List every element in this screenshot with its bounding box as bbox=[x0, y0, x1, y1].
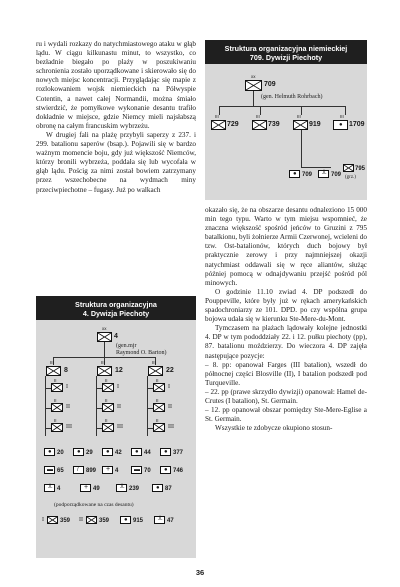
regiment-symbol bbox=[46, 366, 61, 376]
unit-symbol bbox=[154, 516, 165, 524]
chart-title bbox=[36, 296, 196, 322]
chart-title-line: Struktura organizacyjna niemieckiej bbox=[224, 44, 348, 53]
battalion-symbol bbox=[102, 383, 114, 392]
battalion-symbol bbox=[51, 403, 63, 412]
unit-prefix: I bbox=[42, 517, 44, 523]
right-text-column bbox=[205, 206, 367, 433]
dot-icon: ● bbox=[135, 449, 139, 455]
support-row bbox=[44, 464, 194, 478]
dot-icon: ● bbox=[106, 449, 110, 455]
echelon-mark: II bbox=[156, 378, 159, 383]
list-item: – 22. pp (prawe skrzydło dywizji) opanował: Hamel de-Crutes (I batalion), St. Germain. bbox=[205, 387, 367, 405]
paragraph: O godzinie 11.10 zwiad 4. DP podszedł do Pouppeville, które były już w rękach amerykańskich spadochroniarzy ze 101. DPD. po czy wspólna grupa bojowa udała się w kierunku Ste-Mere-du-Mont. bbox=[205, 287, 367, 324]
echelon-mark: II bbox=[156, 418, 159, 423]
division-number: 4 bbox=[114, 333, 118, 340]
unit-number: 49 bbox=[93, 486, 100, 492]
paragraph: ru i wydali rozkazy do natychmiastowego ataku w głąb lądu. W ciągu kilkunastu minut, to wszystko, co bezładnie biegało po plaży w poszukiwaniu schronienia zostało uporządkowane i skierowało się do nowych miejsc koncentracji. Przyglądając się mapie z rozlokowaniem wojsk niemieckich na Półwyspie Cotentin, a nawet całej Normandii, można śmiało stwierdzić, że pomyłkowe wykonanie desantu trafiło dokładnie w miejsce, gdzie Niemcy mieli najsłabszą obronę na całym francuskim wybrzeżu. bbox=[36, 40, 196, 130]
echelon-mark: II bbox=[156, 398, 159, 403]
commander-label: Raymond O. Barton) bbox=[116, 350, 167, 356]
battalion-symbol bbox=[102, 423, 114, 432]
echelon-mark: II bbox=[54, 418, 57, 423]
battalion-symbol bbox=[153, 383, 165, 392]
echelon-mark: II bbox=[105, 398, 108, 403]
unit-number: 47 bbox=[167, 518, 174, 524]
german-division-chart bbox=[205, 40, 367, 200]
tool-icon: ╨ bbox=[120, 485, 125, 491]
battalion-symbol bbox=[51, 383, 63, 392]
unit-symbol bbox=[160, 448, 171, 456]
unit-number: 65 bbox=[57, 468, 64, 474]
echelon-mark: II bbox=[54, 398, 57, 403]
unit-symbol bbox=[102, 466, 113, 474]
dot-icon: ● bbox=[339, 122, 343, 128]
dot-icon: ● bbox=[156, 485, 160, 491]
commander-label: (gen.mjr bbox=[116, 343, 137, 349]
battalion-label: II bbox=[66, 404, 70, 410]
commander-label: (gen. Helmuth Rohrbach) bbox=[261, 94, 323, 100]
connector bbox=[96, 376, 97, 436]
connector bbox=[45, 376, 46, 436]
unit-number: 87 bbox=[165, 486, 172, 492]
dot-icon: ● bbox=[164, 467, 168, 473]
unit-number: 42 bbox=[115, 450, 122, 456]
battalion-symbol bbox=[102, 403, 114, 412]
paragraph: Tymczasem na plażach lądowały kolejne jednostki 4. DP w tym pododdziały 22. i 12. pułku piechoty (pp), 87. batalionu moździerzy. Do wieczora 4. DP zajęła następujące pozycje: bbox=[205, 324, 367, 360]
support-row bbox=[42, 514, 192, 528]
unit-symbol bbox=[116, 484, 127, 492]
unit-symbol bbox=[120, 516, 131, 524]
unit-number: 4 bbox=[57, 486, 61, 492]
connector bbox=[301, 130, 302, 168]
unit-symbol bbox=[102, 448, 113, 456]
unit-number: 44 bbox=[144, 450, 151, 456]
echelon-mark: III bbox=[50, 360, 54, 365]
paragraph: okazało się, że na obszarze desantu odnaleziono 15 000 min tego typu. Warto w tym miejsu wspomnieć, że znaczna większość spośród jeńców to Gruzini z 795 batalkionu, byli żołnierze Armii Czerwonej, wcieleni do tzw. Ost-batalionów, których duch bojowy był praktycznie zerowy i przy najmniejszej okazji natychmiast oddawali się w ręce aliantów, służąc później pomocą w odnajdywaniu przejść pośród pól minowych. bbox=[205, 206, 367, 287]
regiment-number: 729 bbox=[227, 121, 239, 128]
dot-icon: ● bbox=[164, 449, 168, 455]
connector bbox=[219, 106, 220, 115]
regiment-symbol bbox=[97, 366, 112, 376]
unit-number: 29 bbox=[86, 450, 93, 456]
battalion-label: I bbox=[168, 384, 170, 390]
list-item: – 8. pp: opanował Farges (III batalion), wszedł do północnej części Blosville (II), I batalion podszedł pod Turqueville. bbox=[205, 360, 367, 387]
unit-number: 899 bbox=[86, 468, 97, 474]
regiment-group bbox=[142, 360, 182, 444]
echelon-mark: II bbox=[105, 378, 108, 383]
battalion-label: III bbox=[66, 424, 72, 430]
regiment-number: 12 bbox=[115, 367, 123, 374]
echelon-mark: III bbox=[215, 114, 219, 119]
dot-icon: ● bbox=[124, 517, 128, 523]
paragraph: Wszystkie te zdobycze okupiono stosun- bbox=[215, 424, 333, 433]
chart-title-line: 4. Dywizja Piechoty bbox=[82, 309, 150, 318]
echelon-mark: III bbox=[340, 114, 344, 119]
echelon-mark: II bbox=[105, 418, 108, 423]
slash-icon: / bbox=[77, 467, 79, 473]
unit-symbol bbox=[318, 170, 329, 178]
echelon-mark: II bbox=[54, 378, 57, 383]
unit-symbol bbox=[343, 164, 354, 172]
echelon-mark: III bbox=[297, 114, 301, 119]
battalion-symbol bbox=[153, 403, 165, 412]
unit-symbol bbox=[73, 466, 84, 474]
chart-title bbox=[205, 40, 367, 66]
tool-icon: ╨ bbox=[322, 171, 327, 177]
connector bbox=[260, 106, 261, 115]
connector bbox=[147, 376, 148, 436]
support-row bbox=[44, 482, 194, 496]
chart-title-line: 709. Dywizji Piechoty bbox=[249, 53, 323, 62]
unit-symbol bbox=[131, 448, 142, 456]
regiment-group bbox=[91, 360, 131, 444]
unit-symbol bbox=[152, 484, 163, 492]
unit-note: (grz.) bbox=[345, 175, 356, 180]
battalion-label: II bbox=[168, 404, 172, 410]
battalion-label: I bbox=[117, 384, 119, 390]
oval-icon: ▬ bbox=[47, 467, 53, 473]
regiment-number: 1709 bbox=[349, 121, 365, 128]
support-row bbox=[44, 446, 194, 460]
battalion-label: I bbox=[66, 384, 68, 390]
chart-body bbox=[205, 64, 367, 200]
regiment-symbol bbox=[333, 120, 348, 130]
echelon-mark: xx bbox=[251, 74, 256, 79]
unit-number: 795 bbox=[355, 166, 366, 172]
connector bbox=[345, 106, 346, 115]
us-division-chart bbox=[36, 296, 196, 558]
left-text-column bbox=[36, 40, 196, 195]
unit-number: 377 bbox=[173, 450, 184, 456]
regiment-number: 8 bbox=[64, 367, 68, 374]
unit-number: 239 bbox=[129, 486, 140, 492]
unit-number: 709 bbox=[302, 172, 313, 178]
echelon-mark: III bbox=[256, 114, 260, 119]
connector bbox=[219, 106, 346, 107]
regiment-number: 919 bbox=[309, 121, 321, 128]
unit-symbol bbox=[73, 448, 84, 456]
list-item: – 12. pp opanował obszar pomiędzy Ste-Mere-Eglise a St. Germain. bbox=[205, 406, 367, 424]
echelon-mark: III bbox=[152, 360, 156, 365]
battalion-label: III bbox=[168, 424, 174, 430]
division-hq-symbol bbox=[97, 332, 112, 342]
connector bbox=[301, 167, 331, 168]
connector bbox=[301, 106, 302, 115]
battalion-label: II bbox=[117, 404, 121, 410]
unit-symbol bbox=[44, 448, 55, 456]
battalion-label: III bbox=[117, 424, 123, 430]
page-number: 36 bbox=[195, 568, 205, 577]
unit-symbol bbox=[47, 516, 58, 524]
unit-number: 709 bbox=[331, 172, 342, 178]
unit-prefix: II bbox=[79, 517, 83, 523]
tool-icon: ╨ bbox=[158, 517, 163, 523]
battalion-symbol bbox=[153, 423, 165, 432]
connector bbox=[104, 342, 105, 358]
unit-symbol bbox=[131, 466, 142, 474]
division-hq-symbol bbox=[245, 80, 262, 91]
unit-symbol bbox=[44, 484, 55, 492]
dot-icon: ● bbox=[48, 449, 52, 455]
unit-symbol bbox=[160, 466, 171, 474]
dot-icon: ● bbox=[293, 171, 297, 177]
regiment-symbol bbox=[293, 120, 308, 130]
battalion-symbol bbox=[51, 423, 63, 432]
echelon-mark: III bbox=[101, 360, 105, 365]
unit-number: 359 bbox=[60, 518, 71, 524]
paragraph: W drugiej fali na plażę przybyli saperzy z 237. i 299. batalionu saperów (bsap.). Pojawili się w bardzo ważnym momencie boju, gdy już większość Niemców, którzy bronili wybrzeża, poddała się lub wycofała w głąb lądu. Pościg za nimi został bowiem zatrzymany przez wszechobecne na wydmach miny przeciwpiechotne – fugasy. Już po walkach bbox=[36, 130, 196, 194]
unit-number: 4 bbox=[115, 468, 119, 474]
regiment-number: 739 bbox=[268, 121, 280, 128]
unit-symbol bbox=[44, 466, 55, 474]
unit-symbol bbox=[80, 484, 91, 492]
connector bbox=[253, 91, 254, 107]
oval-icon: ▬ bbox=[134, 467, 140, 473]
tool-icon: ╨ bbox=[48, 485, 53, 491]
regiment-symbol bbox=[211, 120, 226, 130]
unit-number: 20 bbox=[57, 450, 64, 456]
dot-icon: ● bbox=[77, 449, 81, 455]
plus-icon: + bbox=[106, 466, 111, 473]
regiment-symbol bbox=[252, 120, 267, 130]
unit-symbol bbox=[86, 516, 97, 524]
regiment-symbol bbox=[148, 366, 163, 376]
regiment-number: 22 bbox=[166, 367, 174, 374]
chart-title-line: Struktura organizacyjna bbox=[75, 300, 157, 309]
attached-units-label: (podporządkowane na czas desantu) bbox=[54, 502, 134, 508]
unit-number: 359 bbox=[99, 518, 110, 524]
unit-symbol bbox=[289, 170, 300, 178]
cross-icon: + bbox=[84, 484, 89, 491]
regiment-group bbox=[40, 360, 80, 444]
unit-number: 915 bbox=[133, 518, 144, 524]
echelon-mark: xx bbox=[102, 326, 107, 331]
unit-number: 746 bbox=[173, 468, 184, 474]
division-number: 709 bbox=[264, 81, 276, 88]
unit-number: 70 bbox=[144, 468, 151, 474]
